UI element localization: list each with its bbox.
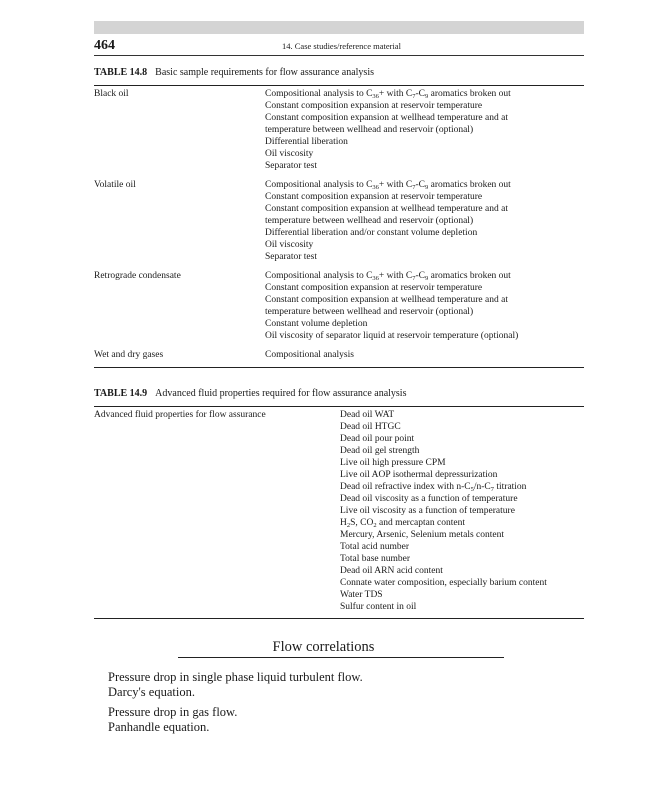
list-item: temperature between wellhead and reservoir (optional) <box>265 216 474 226</box>
table-rule <box>94 85 584 86</box>
list-item: Live oil viscosity as a function of temperature <box>340 506 515 516</box>
list-item: Dead oil pour point <box>340 434 415 444</box>
list-item: Water TDS <box>340 590 383 600</box>
list-item: Differential liberation and/or constant volume depletion <box>265 228 478 238</box>
table-14-9-caption <box>94 388 406 399</box>
section-rule <box>178 657 504 658</box>
header-band <box>94 21 584 34</box>
compositional-analysis-item: Compositional analysis to $C_{36}+$ with $C_7-C_9$ aromatics broken out <box>265 180 511 191</box>
list-item: Total base number <box>340 554 411 564</box>
row-items <box>265 179 584 263</box>
list-item: Connate water composition, especially barium content <box>340 578 547 588</box>
table-caption-text: Basic sample requirements for flow assurance analysis <box>155 67 374 78</box>
list-item: Dead oil WAT <box>340 410 395 420</box>
table-label: TABLE 14.9 <box>94 388 148 399</box>
compositional-analysis-item: Compositional analysis to $C_{36}+$ with $C_7-C_9$ aromatics broken out <box>265 271 511 282</box>
table-rule <box>94 618 584 619</box>
row-items <box>265 349 584 361</box>
list-item: Constant composition expansion at reservoir temperature <box>265 192 483 202</box>
row-items <box>265 270 584 342</box>
table-14-8 <box>94 88 584 361</box>
table-rule <box>94 406 584 407</box>
paragraph-liquid-flow <box>108 670 363 699</box>
table-label: TABLE 14.8 <box>94 67 148 78</box>
list-item: Dead oil viscosity as a function of temperature <box>340 494 518 504</box>
list-item: Total acid number <box>340 542 409 552</box>
page-number: 464 <box>94 38 115 53</box>
list-item: Oil viscosity <box>265 149 314 159</box>
section-title: Flow correlations <box>272 639 375 655</box>
list-item: Live oil high pressure CPM <box>340 458 446 468</box>
list-item: temperature between wellhead and reservoir (optional) <box>265 307 474 317</box>
row-items <box>340 409 584 613</box>
row-label: Wet and dry gases <box>94 350 164 360</box>
list-item: Differential liberation <box>265 137 348 147</box>
table-row-black-oil <box>94 88 584 172</box>
compositional-analysis-item: Compositional analysis to $C_{36}+$ with $C_7-C_9$ aromatics broken out <box>265 89 511 100</box>
row-items <box>265 88 584 172</box>
paragraph-line: Darcy's equation. <box>108 684 195 699</box>
table-row-advanced-properties <box>94 409 584 613</box>
paragraph-line: Pressure drop in gas flow. <box>108 705 238 719</box>
list-item: Constant composition expansion at reservoir temperature <box>265 283 483 293</box>
list-item: Dead oil ARN acid content <box>340 566 443 576</box>
list-item: temperature between wellhead and reservoir (optional) <box>265 125 474 135</box>
list-item: Oil viscosity of separator liquid at reservoir temperature (optional) <box>265 331 519 341</box>
table-caption-text: Advanced fluid properties required for flow assurance analysis <box>155 388 407 399</box>
table-row-retrograde-condensate <box>94 270 584 342</box>
row-label: Volatile oil <box>94 180 136 190</box>
list-item: Live oil AOP isothermal depressurization <box>340 470 498 480</box>
list-item: Mercury, Arsenic, Selenium metals content <box>340 530 505 540</box>
list-item: Constant composition expansion at wellhead temperature and at <box>265 113 508 123</box>
list-item: Constant composition expansion at reservoir temperature <box>265 101 483 111</box>
table-row-volatile-oil <box>94 179 584 263</box>
list-item: Sulfur content in oil <box>340 602 417 612</box>
table-rule <box>94 367 584 368</box>
list-item: Dead oil HTGC <box>340 422 401 432</box>
row-label: Retrograde condensate <box>94 271 181 281</box>
list-item: Oil viscosity <box>265 240 314 250</box>
list-item: Constant composition expansion at wellhead temperature and at <box>265 295 508 305</box>
paragraph-line: Pressure drop in single phase liquid turbulent flow. <box>108 670 363 684</box>
table-14-8-caption <box>94 67 374 78</box>
list-item: Constant composition expansion at wellhead temperature and at <box>265 204 508 214</box>
list-item-refractive-index: Dead oil refractive index with $n-C_5/n-C_7$ titration <box>340 482 527 493</box>
row-label: Black oil <box>94 89 129 99</box>
table-row-wet-dry-gases <box>94 349 584 361</box>
list-item-h2s-co2: $H_2S$, $CO_2$ and mercaptan content <box>340 518 465 529</box>
row-label: Advanced fluid properties for flow assurance <box>94 410 266 420</box>
running-head: 14. Case studies/reference material <box>282 41 401 51</box>
list-item: Separator test <box>265 161 317 171</box>
list-item: Dead oil gel strength <box>340 446 420 456</box>
paragraph-line: Panhandle equation. <box>108 719 210 734</box>
table-14-9 <box>94 409 584 613</box>
header-rule <box>94 55 584 56</box>
list-item: Compositional analysis <box>265 350 354 360</box>
list-item: Constant volume depletion <box>265 319 368 329</box>
list-item: Separator test <box>265 252 317 262</box>
paragraph-gas-flow <box>108 705 237 734</box>
